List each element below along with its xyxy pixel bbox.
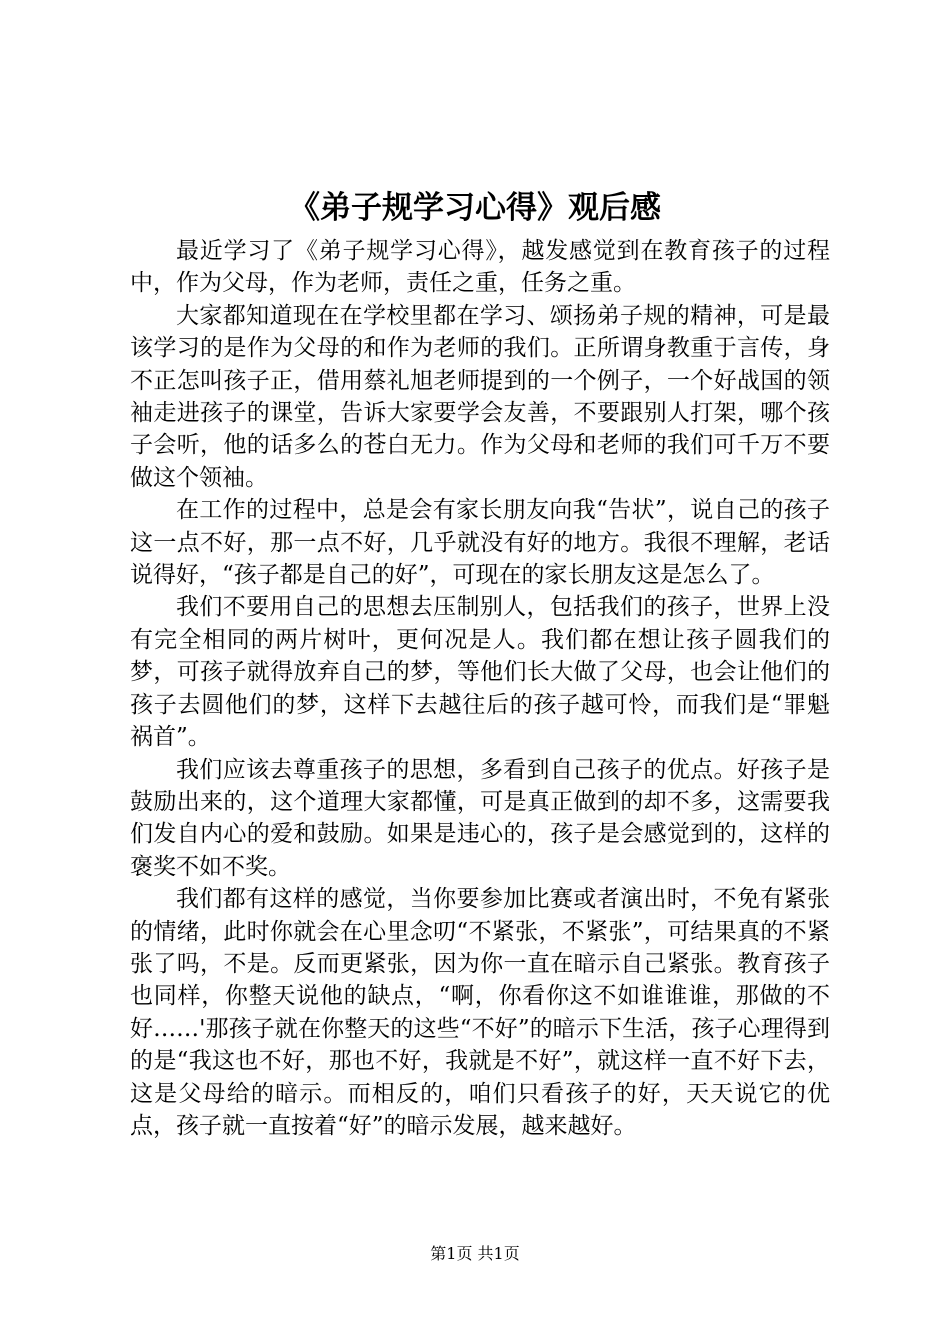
document-body	[130, 235, 830, 1142]
paragraph-5: 我们应该去尊重孩子的思想，多看到自己孩子的优点。好孩子是鼓励出来的，这个道理大家都懂，可是真正做到的却不多，这需要我们发自内心的爱和鼓励。如果是违心的，孩子是会感觉到的，这样的褒奖不如不奖。	[130, 756, 830, 880]
paragraph-6: 我们都有这样的感觉，当你要参加比赛或者演出时，不免有紧张的情绪，此时你就会在心里念叨“不紧张，不紧张”，可结果真的不紧张了吗，不是。反而更紧张，因为你一直在暗示自己紧张。教育孩子也同样，你整天说他的缺点，“啊，你看你这不如谁谁谁，那做的不好……'那孩子就在你整天的这些“不好”的暗示下生活，孩子心理得到的是“我这也不好，那也不好，我就是不好”，就这样一直不好下去，这是父母给的暗示。而相反的，咱们只看孩子的好，天天说它的优点，孩子就一直按着“好”的暗示发展，越来越好。	[130, 886, 830, 1139]
paragraph-3: 在工作的过程中，总是会有家长朋友向我“告状”，说自己的孩子这一点不好，那一点不好，几乎就没有好的地方。我很不理解，老话说得好，“孩子都是自己的好”，可现在的家长朋友这是怎么了。	[130, 497, 830, 589]
document-title: 《弟子规学习心得》观后感	[289, 190, 661, 226]
page-number-footer: 第1页 共1页	[430, 1244, 520, 1263]
paragraph-1: 最近学习了《弟子规学习心得》，越发感觉到在教育孩子的过程中，作为父母，作为老师，责任之重，任务之重。	[130, 238, 830, 297]
paragraph-4: 我们不要用自己的思想去压制别人，包括我们的孩子，世界上没有完全相同的两片树叶，更何况是人。我们都在想让孩子圆我们的梦，可孩子就得放弃自己的梦，等他们长大做了父母，也会让他们的孩子去圆他们的梦，这样下去越往后的孩子越可怜，而我们是“罪魁祸首”。	[130, 594, 830, 751]
paragraph-2: 大家都知道现在在学校里都在学习、颂扬弟子规的精神，可是最该学习的是作为父母的和作为老师的我们。正所谓身教重于言传，身不正怎叫孩子正，借用蔡礼旭老师提到的一个例子，一个好战国的领袖走进孩子的课堂，告诉大家要学会友善，不要跟别人打架，哪个孩子会听，他的话多么的苍白无力。作为父母和老师的我们可千万不要做这个领袖。	[130, 302, 830, 491]
